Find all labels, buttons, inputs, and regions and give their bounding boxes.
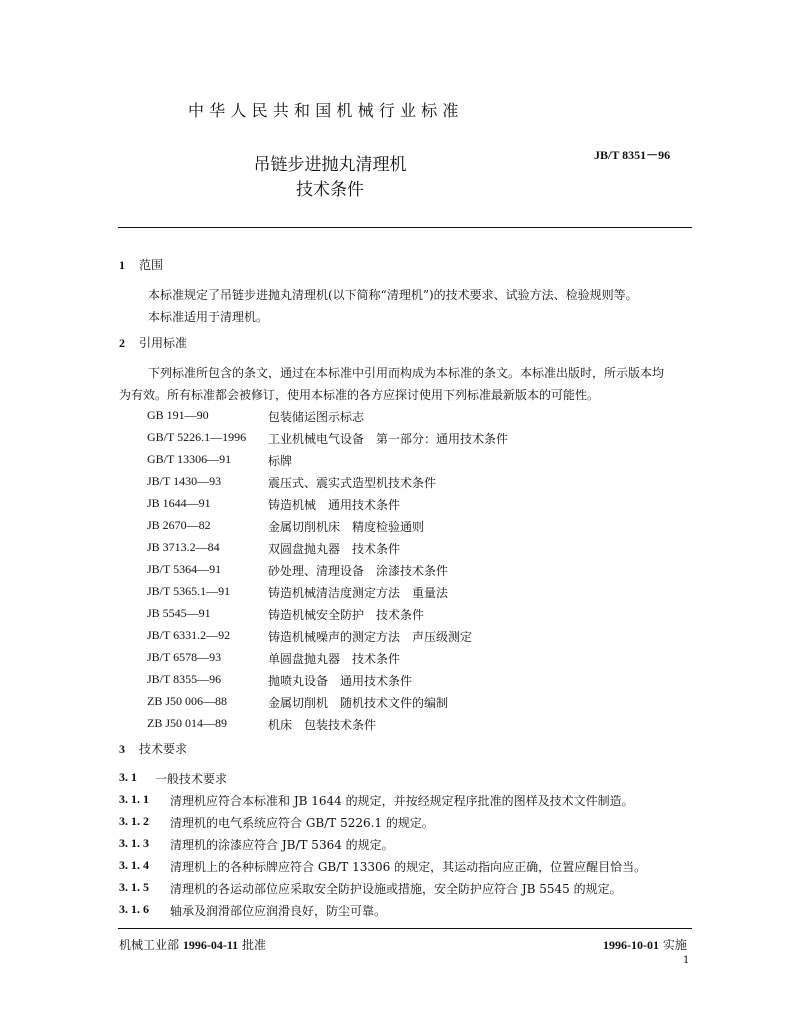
clause-text: 轴承及润滑部位应润滑良好，防尘可靠。 [170, 904, 387, 918]
paragraph: 本标准规定了吊链步进抛丸清理机(以下简称“清理机”)的技术要求、试验方法、检验规则等。 [148, 288, 638, 302]
reference-code: JB 2670—82 [147, 518, 211, 532]
reference-code: GB/T 5226.1—1996 [147, 430, 247, 444]
reference-code: ZB J50 006—88 [147, 694, 228, 708]
section-number: 2 [119, 336, 125, 350]
reference-code: GB/T 13306—91 [147, 452, 232, 466]
clause-text: 清理机应符合本标准和 JB 1644 的规定，并按经规定程序批准的图样及技术文件制造。 [170, 794, 634, 808]
clause-number: 3. 1. 4 [119, 858, 149, 872]
document-title: 吊链步进抛丸清理机 [253, 155, 407, 175]
reference-code: JB/T 5365.1—91 [147, 584, 231, 598]
clause-text: 清理机的电气系统应符合 GB/T 5226.1 的规定。 [170, 816, 434, 830]
reference-code: ZB J50 014—89 [147, 716, 228, 730]
reference-name: 砂处理、清理设备 涂漆技术条件 [268, 564, 449, 578]
reference-code: GB 191—90 [147, 408, 209, 422]
implementation-label: 实施 [662, 938, 687, 952]
document-subtitle: 技术条件 [296, 180, 364, 200]
section-number: 3 [119, 742, 125, 756]
section-title: 引用标准 [139, 336, 188, 350]
reference-name: 铸造机械安全防护 技术条件 [268, 608, 425, 622]
clause-number: 3. 1. 2 [119, 814, 149, 828]
paragraph: 为有效。所有标准都会被修订，使用本标准的各方应探讨使用下列标准最新版本的可能性。 [119, 388, 600, 402]
approval-label: 批准 [242, 938, 267, 952]
section-heading-references [119, 334, 187, 351]
reference-code: JB 1644—91 [147, 496, 211, 510]
reference-name: 标牌 [268, 454, 293, 468]
clause-number: 3. 1. 5 [119, 880, 149, 894]
reference-code: JB/T 8355—96 [147, 672, 222, 686]
section-number: 1 [119, 258, 125, 272]
reference-name: 双圆盘抛丸器 技术条件 [268, 542, 401, 556]
reference-name: 金属切削机 随机技术文件的编制 [268, 696, 449, 710]
approval-date: 1996-04-11 [182, 938, 239, 952]
reference-code: JB/T 5364—91 [147, 562, 222, 576]
reference-name: 震压式、震实式造型机技术条件 [268, 476, 437, 490]
section-heading-technical-requirements [119, 740, 187, 757]
paragraph: 下列标准所包含的条文，通过在本标准中引用而构成为本标准的条文。本标准出版时，所示版本均 [148, 366, 665, 380]
clause-text: 一般技术要求 [155, 772, 228, 786]
reference-code: JB 5545—91 [147, 606, 211, 620]
implementation-line [603, 936, 687, 953]
clause-number: 3. 1. 3 [119, 836, 149, 850]
reference-name: 单圆盘抛丸器 技术条件 [268, 652, 401, 666]
reference-code: JB/T 6331.2—92 [147, 628, 231, 642]
clause-text: 清理机上的各种标牌应符合 GB/T 13306 的规定，其运动指向应正确，位置应醒目恰当。 [170, 860, 647, 874]
clause-number: 3. 1. 1 [119, 792, 149, 806]
paragraph: 本标准适用于清理机。 [148, 310, 269, 324]
reference-code: JB 3713.2—84 [147, 540, 220, 554]
footer-rule [118, 928, 692, 929]
implementation-date: 1996-10-01 [603, 938, 659, 952]
section-heading-scope [119, 256, 163, 273]
reference-code: JB/T 1430—93 [147, 474, 222, 488]
reference-name: 铸造机械 通用技术条件 [268, 498, 401, 512]
reference-name: 机床 包装技术条件 [268, 718, 377, 732]
reference-code: JB/T 6578—93 [147, 650, 222, 664]
reference-name: 工业机械电气设备 第一部分：通用技术条件 [268, 432, 509, 446]
issuing-organization: 中华人民共和国机械行业标准 [188, 101, 464, 120]
page-number: 1 [683, 955, 690, 966]
clause-text: 清理机的涂漆应符合 JB/T 5364 的规定。 [170, 838, 394, 852]
reference-name: 包装储运图示标志 [268, 410, 365, 424]
approval-line [119, 936, 266, 953]
clause-text: 清理机的各运动部位应采取安全防护设施或措施，安全防护应符合 JB 5545 的规定。 [170, 882, 622, 896]
section-title: 范围 [139, 258, 164, 272]
reference-name: 金属切削机床 精度检验通则 [268, 520, 425, 534]
section-title: 技术要求 [139, 742, 188, 756]
reference-name: 抛喷丸设备 通用技术条件 [268, 674, 413, 688]
header-rule [118, 227, 692, 228]
reference-name: 铸造机械噪声的测定方法 声压级测定 [268, 630, 473, 644]
clause-number: 3. 1 [119, 770, 137, 784]
approver: 机械工业部 [119, 938, 180, 952]
standard-code: JB/T 8351－96 [594, 148, 671, 162]
clause-number: 3. 1. 6 [119, 902, 149, 916]
reference-name: 铸造机械清洁度测定方法 重量法 [268, 586, 449, 600]
